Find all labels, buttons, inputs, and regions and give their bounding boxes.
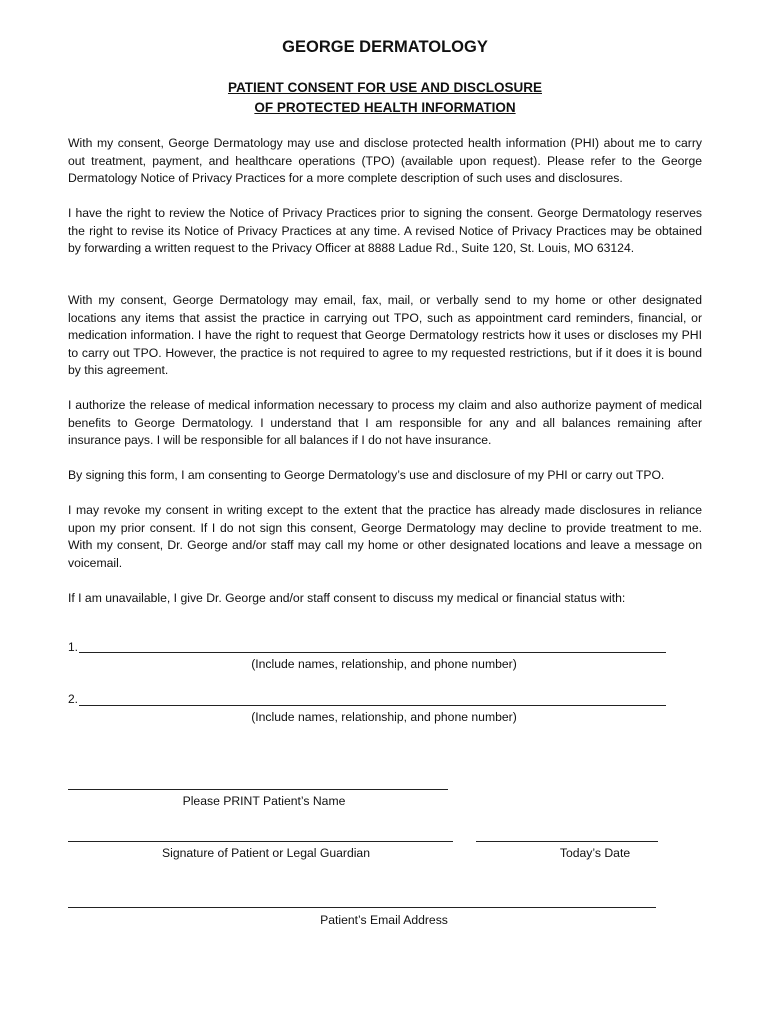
practice-name: GEORGE DERMATOLOGY	[282, 38, 488, 56]
email-field[interactable]	[68, 907, 656, 908]
date-label: Today’s Date	[559, 846, 631, 860]
paragraph-signing: By signing this form, I am consenting to George Dermatology’s use and disclosure of my PHI or carry out TPO.	[68, 468, 665, 482]
paragraph-consent-use: With my consent, George Dermatology may use and disclose protected health information (PHI) about me to carry out treatment, payment, and healthcare operations (TPO) (available upon request). Please refer to the George Dermatology Notice of Privacy Practices for a more complete description of such uses and disclosures.	[68, 136, 702, 186]
contact-1-hint: (Include names, relationship, and phone number)	[251, 657, 517, 671]
contact-2-field[interactable]	[79, 705, 666, 706]
email-label: Patient’s Email Address	[320, 913, 448, 927]
date-field[interactable]	[476, 841, 658, 842]
paragraph-communications: With my consent, George Dermatology may email, fax, mail, or verbally send to my home or other designated locations any items that assist the practice in carrying out TPO, such as appointment card reminders, financial, or medication information. I have the right to request that George Dermatology restricts how it uses or discloses my PHI to carry out TPO. However, the practice is not required to agree to my requested restrictions, but if it does it is bound by this agreement.	[68, 293, 702, 378]
contact-1-number: 1.	[68, 640, 79, 654]
patient-name-field[interactable]	[68, 789, 448, 790]
signature-field[interactable]	[68, 841, 453, 842]
contact-2-hint: (Include names, relationship, and phone number)	[251, 710, 517, 724]
paragraph-revoke: I may revoke my consent in writing except to the extent that the practice has already made disclosures in reliance upon my prior consent. If I do not sign this consent, George Dermatology may decline to provide treatment to me. With my consent, Dr. George and/or staff may call my home or other designated locations and leave a message on voicemail.	[68, 503, 702, 570]
form-title-line2: OF PROTECTED HEALTH INFORMATION	[254, 100, 516, 115]
contact-1-field[interactable]	[79, 652, 666, 653]
paragraph-unavailable: If I am unavailable, I give Dr. George and/or staff consent to discuss my medical or financial status with:	[68, 591, 626, 605]
patient-name-label: Please PRINT Patient’s Name	[182, 794, 346, 808]
contact-2-number: 2.	[68, 692, 79, 706]
paragraph-billing: I authorize the release of medical information necessary to process my claim and also authorize payment of medical benefits to George Dermatology. I understand that I am responsible for any and all balances remaining after insurance pays. I will be responsible for all balances if I do not have insurance.	[68, 398, 702, 448]
paragraph-notice-review: I have the right to review the Notice of Privacy Practices prior to signing the consent. George Dermatology reserves the right to revise its Notice of Privacy Practices at any time. A revised Notice of Privacy Practices may be obtained by forwarding a written request to the Privacy Officer at 8888 Ladue Rd., Suite 120, St. Louis, MO 63124.	[68, 206, 702, 256]
form-title-line1: PATIENT CONSENT FOR USE AND DISCLOSURE	[227, 80, 542, 95]
signature-label: Signature of Patient or Legal Guardian	[161, 846, 370, 860]
